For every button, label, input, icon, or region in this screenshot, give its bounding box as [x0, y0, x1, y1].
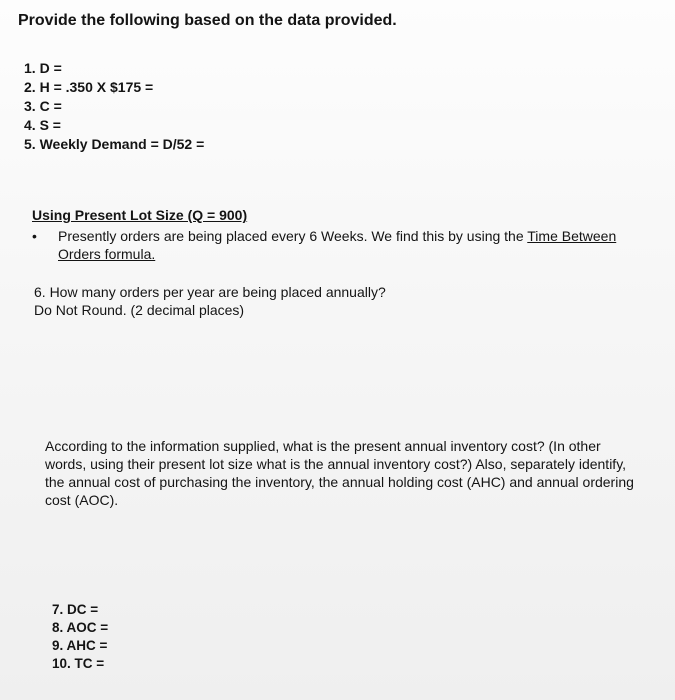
list-item-tc: 10. TC =	[52, 656, 105, 671]
list-item-ahc: 9. AHC =	[52, 638, 108, 653]
answer-list	[52, 601, 108, 673]
bullet-icon: •	[32, 228, 37, 244]
list-item-c: 3. C =	[24, 98, 62, 114]
page-heading: Provide the following based on the data provided.	[18, 12, 397, 29]
list-item-weekly-demand: 5. Weekly Demand = D/52 =	[24, 136, 205, 152]
question-6	[34, 283, 386, 319]
inventory-cost-question: According to the information supplied, what is the present annual inventory cost? (In other words, using their present lot size what is the annual inventory cost?) Also, separately identify, the annual cost of purchasing the inventory, the annual holding cost (AHC) and annual ordering cost (AOC).	[45, 438, 634, 508]
question-6-text: 6. How many orders per year are being placed annually?	[34, 284, 386, 300]
bullet-text	[58, 227, 642, 263]
list-item-s: 4. S =	[24, 117, 61, 133]
list-item-aoc: 8. AOC =	[52, 620, 109, 635]
section-title: Using Present Lot Size (Q = 900)	[32, 207, 248, 223]
bullet-body: Presently orders are being placed every 6 Weeks. We find this by using the	[58, 228, 528, 244]
question-6-instruction: Do Not Round. (2 decimal places)	[34, 302, 245, 318]
list-item-d: 1. D =	[24, 60, 62, 76]
given-values-list	[24, 59, 204, 154]
list-item-dc: 7. DC =	[52, 602, 99, 617]
time-between-orders-link-text: Time Between Orders formula.	[58, 228, 617, 262]
list-item-h: 2. H = .350 X $175 =	[24, 79, 154, 95]
